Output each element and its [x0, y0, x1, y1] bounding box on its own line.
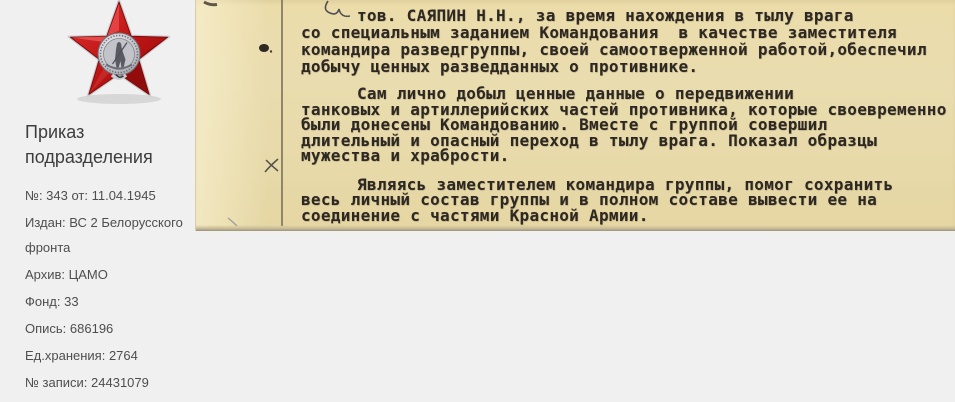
document-line: мужества и храбрости.	[301, 146, 510, 165]
detail-archive: Архив: ЦАМО	[25, 267, 108, 282]
document-line: были донесены Командованию. Вместе с группой совершил	[301, 115, 828, 134]
document-paragraph	[301, 86, 955, 164]
detail-record-number: № записи: 24431079	[25, 375, 149, 390]
document-text	[301, 7, 955, 223]
scan-bottom-edge	[196, 225, 955, 231]
detail-fund: Фонд: 33	[25, 294, 79, 309]
document-line: соединение с частями Красной Армии.	[301, 205, 649, 225]
scan-page-edge	[196, 0, 281, 231]
document-line: Сам лично добыл ценные данные о передвижении	[357, 84, 795, 103]
document-line: длительный и опасный переход в тылу врага. Показал образцы	[301, 130, 878, 150]
order-of-red-star-icon	[56, 0, 182, 106]
record-type-title: Приказ подразделения	[25, 122, 153, 167]
document-line: командира разведгруппы, своей самоотверженной работой,обеспечил	[301, 40, 927, 59]
document-scan[interactable]	[195, 0, 955, 231]
detail-storage-unit: Ед.хранения: 2764	[25, 348, 138, 363]
detail-number: №: 343 от: 11.04.1945	[25, 188, 156, 203]
document-paragraph	[301, 174, 955, 225]
detail-issued-by: Издан: ВС 2 Белорусского фронта	[25, 215, 183, 255]
scan-margin-line	[281, 0, 283, 226]
record-sidebar	[0, 0, 195, 402]
document-line: весь личный состав группы и в полном составе вывести ее на	[301, 190, 878, 209]
document-line: тов. САЯПИН Н.Н., за время нахождения в тылу врага	[357, 6, 854, 25]
document-line: Являясь заместителем командира группы, помог сохранить	[357, 174, 894, 194]
record-details	[25, 183, 197, 397]
document-paragraph	[301, 7, 955, 75]
document-line: танковых и артиллерийских частей противника, которые своевременно	[301, 99, 947, 119]
document-line: со специальным заданием Командования в качестве заместителя	[301, 23, 897, 42]
document-line: добычу ценных разведданных о противнике.	[301, 57, 699, 76]
detail-inventory: Опись: 686196	[25, 321, 114, 336]
